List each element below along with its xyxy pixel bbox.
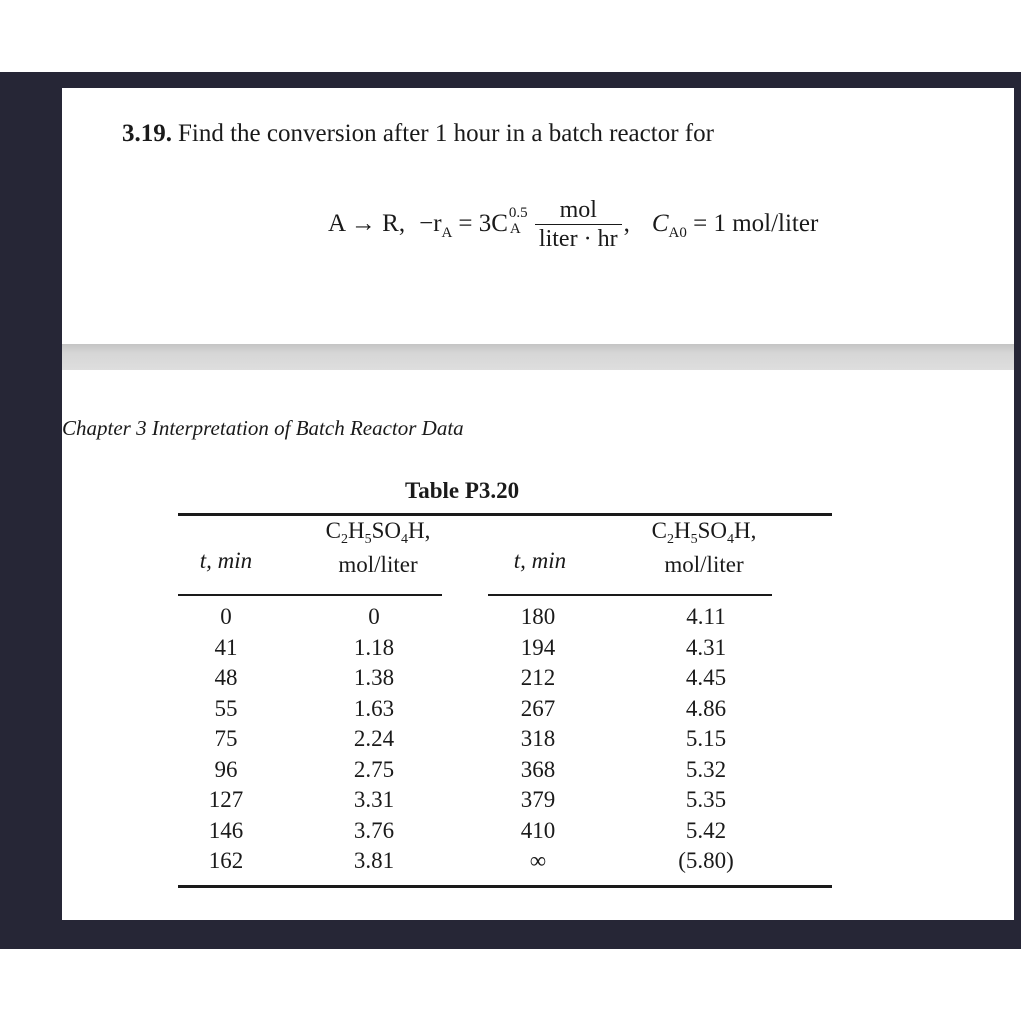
column-time-right xyxy=(490,602,586,877)
page-divider xyxy=(62,344,1014,370)
header-rule-right xyxy=(488,594,772,596)
chapter-header: Chapter 3 Interpretation of Batch Reactor Data xyxy=(62,416,464,440)
table-cell: 55 xyxy=(214,695,238,721)
rate-equation: A → R, $-r_A$ = 3C 0.5 A $\frac{\text{mol}}{\text{liter · hr}}$ , $C_{A0} = 1$ mol/liter xyxy=(328,196,819,252)
rate-lhs: $-r_A$ xyxy=(419,210,453,241)
table-cell: 2.75 xyxy=(353,756,395,782)
table-cell: 194 xyxy=(520,634,556,660)
header-rule-left xyxy=(178,594,442,596)
table-cell: 4.45 xyxy=(685,665,727,690)
table-cell: 162 xyxy=(208,848,244,873)
table-title: Table P3.20 xyxy=(405,478,520,503)
table-cell: ∞ xyxy=(529,848,547,873)
header-conc-right: $C_2H_5SO_4H$, mol/liter xyxy=(614,516,794,580)
table-cell: 3.76 xyxy=(353,817,395,843)
table-cell: 75 xyxy=(214,726,238,751)
table-cell: 410 xyxy=(520,817,556,843)
table-cell: 4.31 xyxy=(685,634,727,660)
table-cell: 212 xyxy=(520,665,556,690)
problem-text: Find the conversion after 1 hour in a batch reactor for xyxy=(178,120,714,147)
header-time-left: t, min xyxy=(199,548,253,573)
table-cell: 180 xyxy=(520,604,556,629)
table-cell: 0 xyxy=(368,604,380,629)
table-cell: 2.24 xyxy=(353,726,395,751)
table-cell: 48 xyxy=(214,665,238,690)
table-cell: 368 xyxy=(520,756,556,782)
table-bottom-rule xyxy=(178,885,832,888)
header-conc-formula: $C_2H_5SO_4H$, xyxy=(651,518,757,547)
table-cell: 127 xyxy=(208,787,244,812)
table-cell: 318 xyxy=(520,726,556,751)
rate-rhs: = 3C xyxy=(458,210,508,237)
reaction: A → R, xyxy=(328,210,406,237)
initial-concentration: $C_{A0} = 1$ mol/liter xyxy=(651,210,819,241)
table-cell: 4.11 xyxy=(686,604,726,629)
table-cell: 1.18 xyxy=(353,634,395,660)
table-cell: (5.80) xyxy=(678,848,734,873)
page-bottom-section xyxy=(62,370,1014,920)
table-cell: 3.81 xyxy=(353,848,395,873)
column-conc-left xyxy=(326,602,422,877)
rate-units: $\frac{\text{mol}}{\text{liter · hr}}$ xyxy=(535,196,622,253)
table-cell: 96 xyxy=(214,756,238,782)
table-cell: 3.31 xyxy=(353,787,395,812)
column-time-left xyxy=(178,602,274,877)
problem-number: 3.19. xyxy=(122,120,172,147)
column-conc-right xyxy=(656,602,756,877)
table-cell: 1.38 xyxy=(353,665,395,690)
table-cell: 146 xyxy=(208,817,244,843)
table-cell: 1.63 xyxy=(353,695,395,721)
table-cell: 379 xyxy=(520,787,556,812)
table-cell: 5.42 xyxy=(685,817,727,843)
header-time-right: t, min xyxy=(513,548,567,573)
table-cell: 5.35 xyxy=(685,787,727,812)
table-cell: 0 xyxy=(220,604,232,629)
rate-exponent: 0.5 A xyxy=(508,205,528,237)
header-conc-formula: $C_2H_5SO_4H$, xyxy=(325,518,431,547)
header-conc-left: $C_2H_5SO_4H$, mol/liter xyxy=(290,516,466,580)
table-cell: 4.86 xyxy=(685,695,727,721)
problem-statement xyxy=(122,120,714,148)
table-cell: 5.15 xyxy=(685,726,727,751)
table-cell: 41 xyxy=(214,634,238,660)
table-cell: 267 xyxy=(520,695,556,721)
table-cell: 5.32 xyxy=(685,756,727,782)
